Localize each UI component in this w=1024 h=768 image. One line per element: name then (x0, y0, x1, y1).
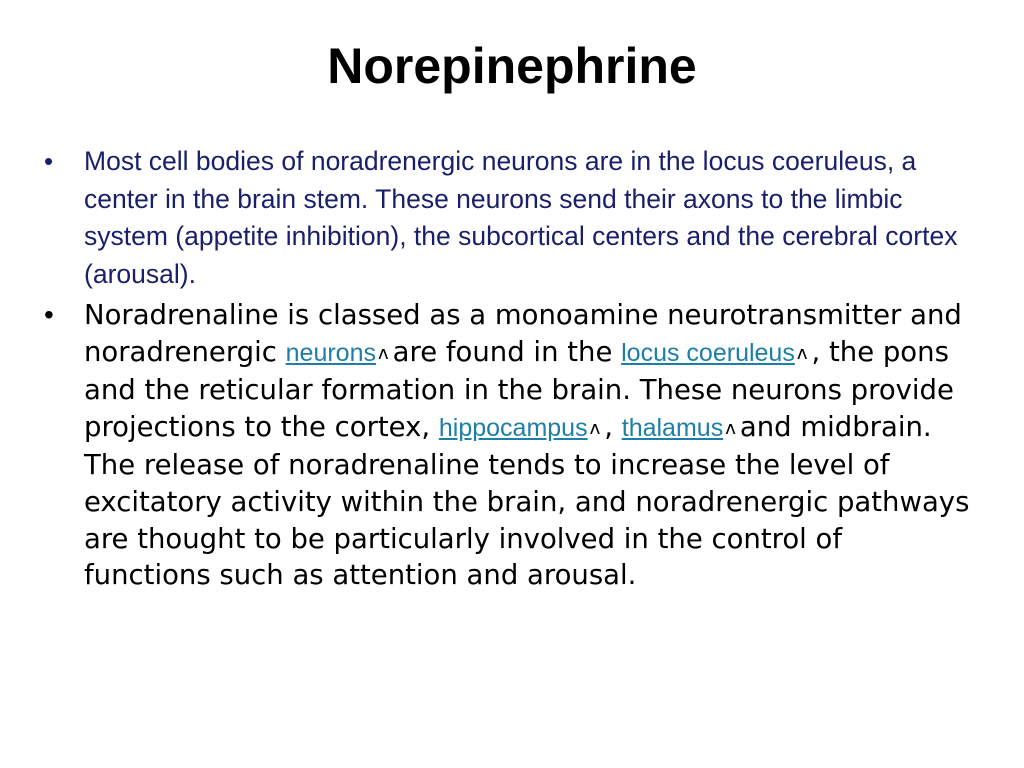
external-link-icon[interactable]: ʌ (589, 417, 601, 439)
link-hippocampus[interactable]: hippocampus (438, 413, 588, 442)
bullet-list (44, 143, 974, 594)
bullet-item-1 (44, 143, 974, 293)
bullet-2-text-segment: , the pons and the reticular formation in the brain. These neurons provide projections to the cortex, (84, 335, 954, 443)
bullet-item-2 (44, 297, 974, 594)
external-link-icon[interactable]: ʌ (725, 417, 736, 439)
bullet-2-text-segment: , (604, 410, 613, 443)
slide-title: Norepinephrine (327, 38, 697, 94)
bullet-2-text-segment: Noradrenaline is classed as a monoamine neurotransmitter and noradrenergic (84, 299, 962, 368)
link-neurons[interactable]: neurons (285, 338, 376, 367)
external-link-icon[interactable]: ʌ (796, 342, 808, 364)
link-locus-coeruleus[interactable]: locus coeruleus (621, 338, 795, 367)
bullet-2-text-segment: are found in the (392, 335, 613, 368)
bullet-1-text: Most cell bodies of noradrenergic neurons are in the locus coeruleus, a center in the brain stem. These neurons send their axons to the limbic system (appetite inhibition), the subcortical centers and the cerebral cortex (arousal). (84, 146, 958, 289)
bullet-2-text-segment: and midbrain. The release of noradrenaline tends to increase the level of excitatory activity within the brain, and noradrenergic pathways are thought to be particularly involved in the control of functions such as attention and arousal. (84, 410, 970, 592)
bullet-dot-icon: • (44, 299, 54, 330)
bullet-dot-icon: • (44, 146, 54, 176)
link-thalamus[interactable]: thalamus (621, 413, 724, 442)
external-link-icon[interactable]: ʌ (378, 342, 389, 364)
